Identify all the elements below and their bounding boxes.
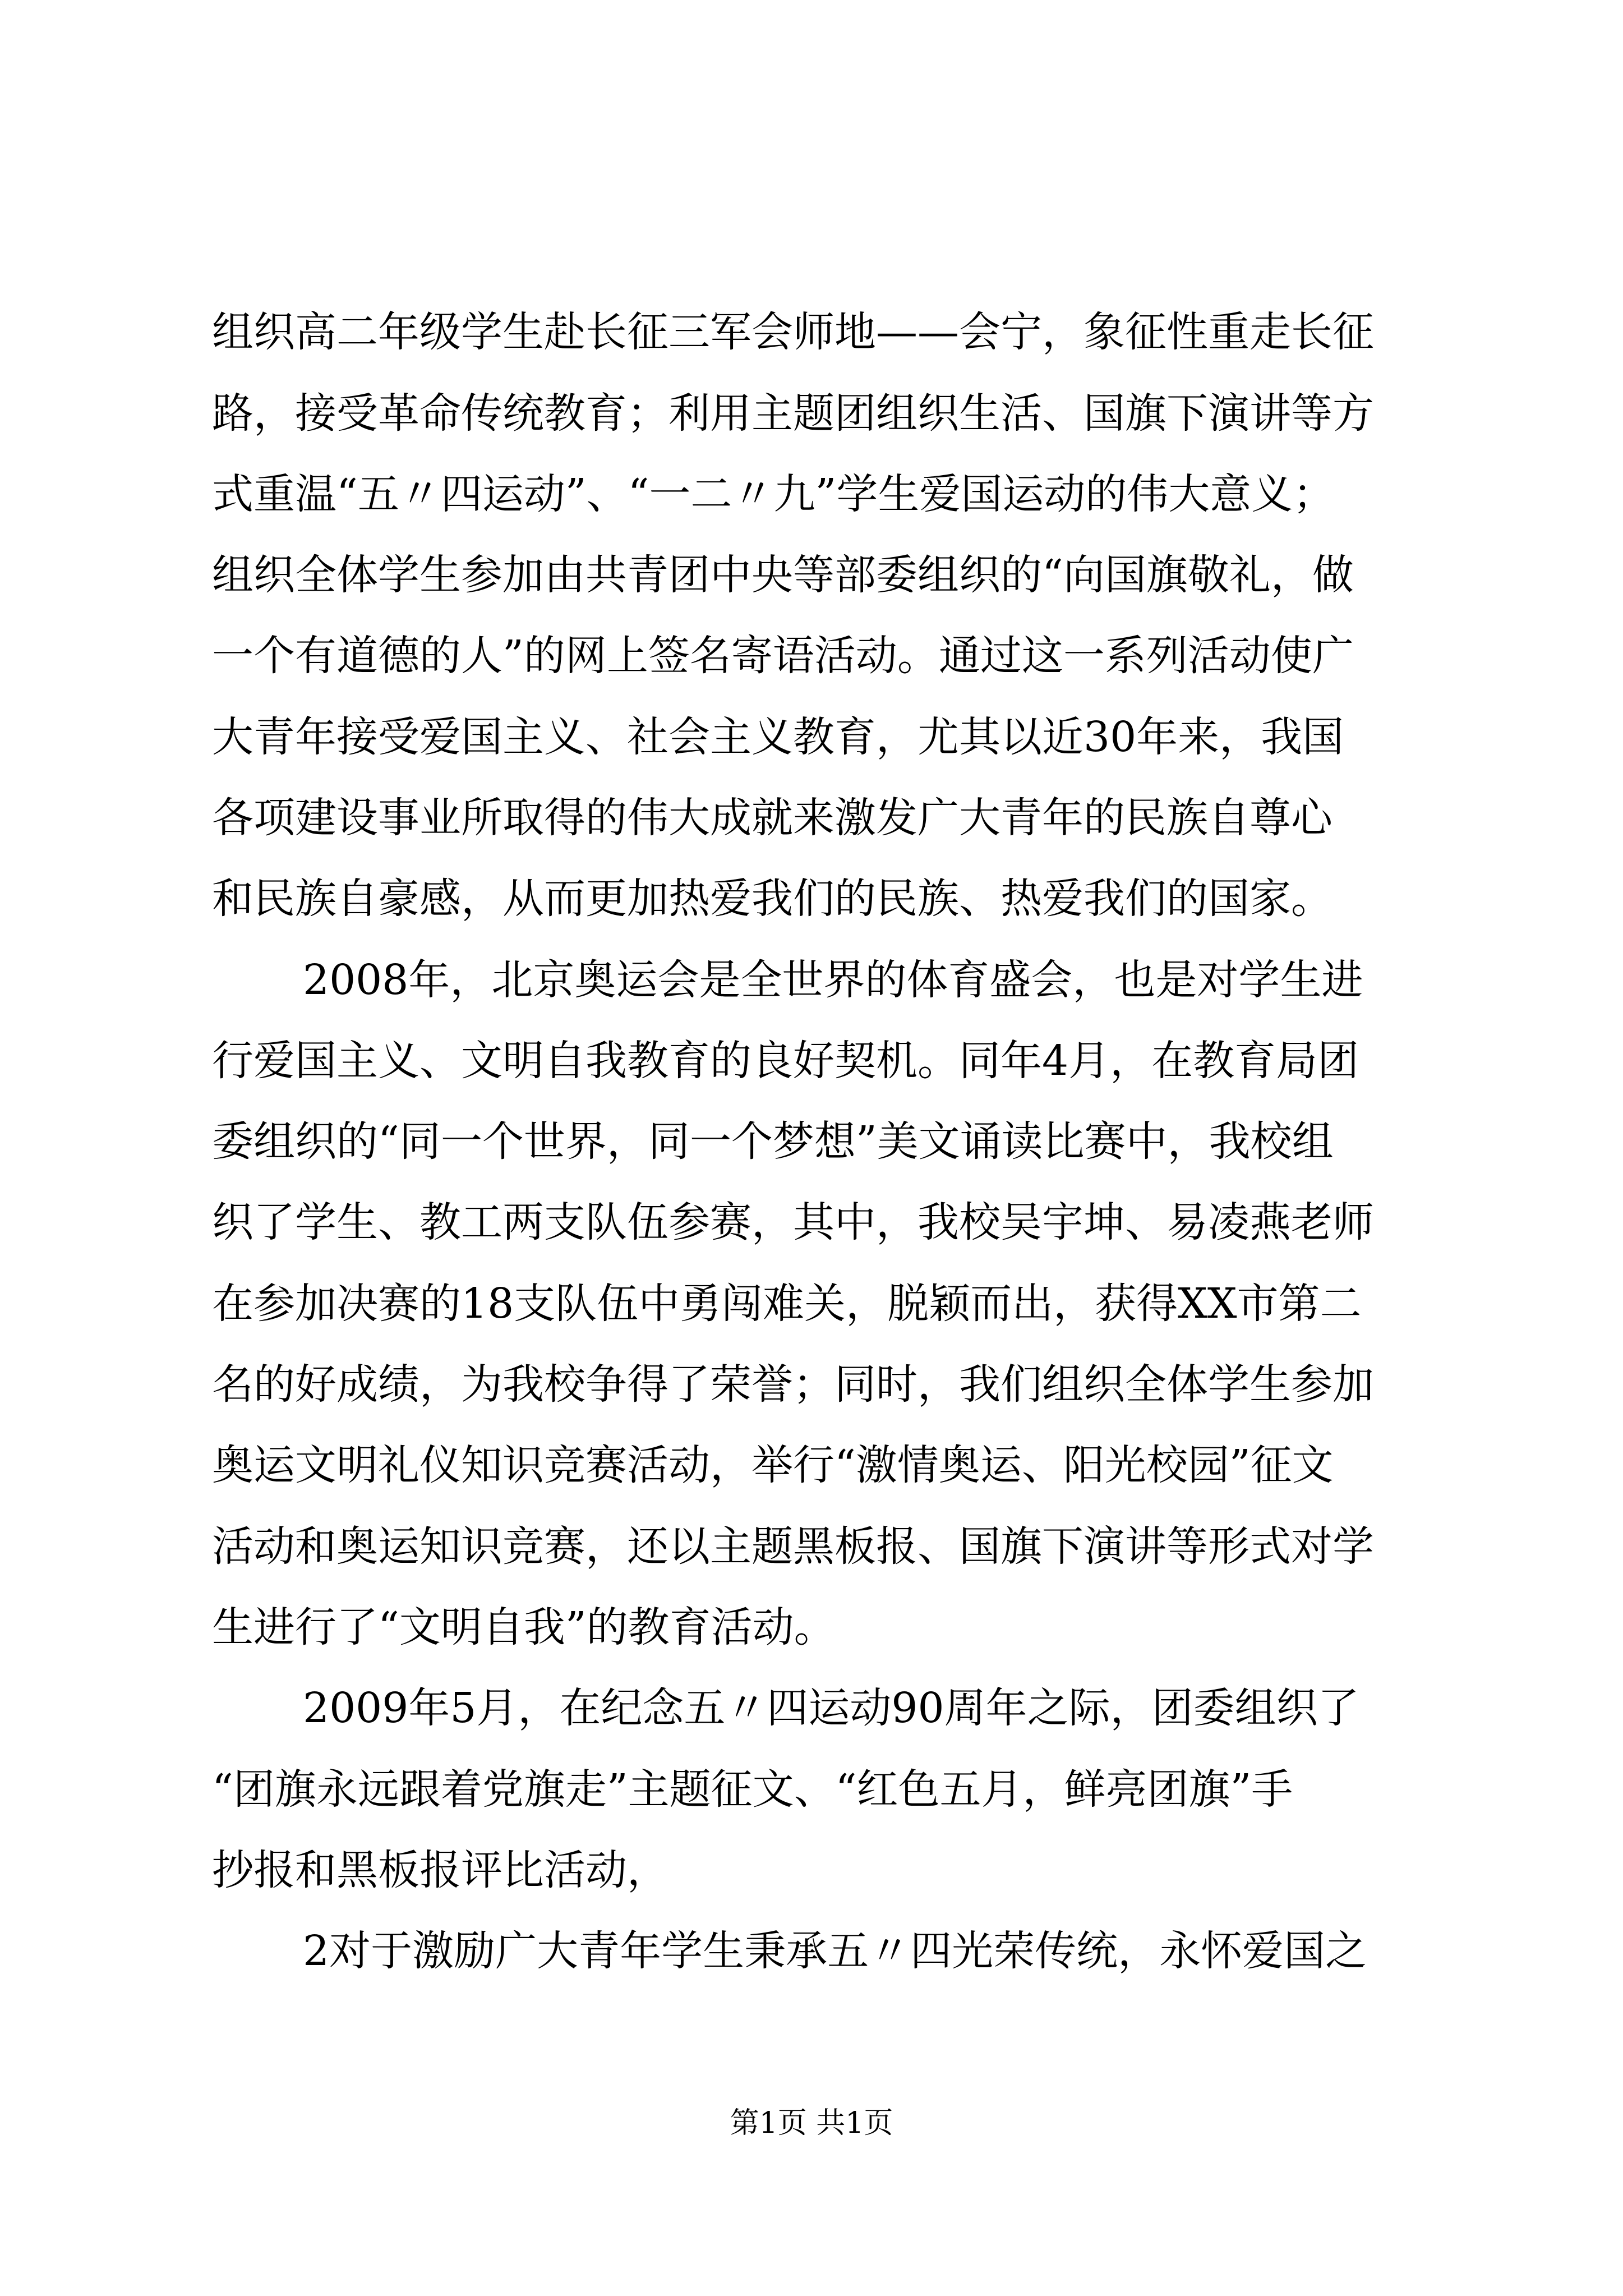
text-line: [0, 1267, 1623, 1340]
text-line-content: 一个有道德的人”的网上签名寄语活动。通过这一系列活动使广: [212, 632, 1354, 680]
text-line-content: 生进行了“文明自我”的教育活动。: [212, 1603, 836, 1651]
text-line: [0, 1915, 1623, 1987]
text-line: [0, 539, 1623, 611]
text-line-content: 织了学生、教工两支队伍参赛，其中，我校吴宇坤、易凌燕老师: [212, 1198, 1374, 1246]
text-line-content: 活动和奥运知识竞赛，还以主题黑板报、国旗下演讲等形式对学: [212, 1522, 1374, 1571]
text-line: [0, 1591, 1623, 1664]
text-line-content: 各项建设事业所取得的伟大成就来激发广大青年的民族自尊心: [212, 794, 1332, 842]
text-line-content: 奥运文明礼仪知识竞赛活动，举行“激情奥运、阳光校园”征文: [212, 1441, 1334, 1489]
text-line-content: 名的好成绩，为我校争得了荣誉；同时，我们组织全体学生参加: [212, 1360, 1374, 1409]
text-line: [0, 1024, 1623, 1097]
text-line: [0, 1429, 1623, 1502]
paragraph-first-line: 2009年5月，在纪念五〃四运动90周年之际，团委组织了: [303, 1684, 1359, 1732]
text-line: [0, 1510, 1623, 1583]
text-line-content: 大青年接受爱国主义、社会主义教育，尤其以近30年来，我国: [212, 713, 1344, 761]
paragraph-first-line: 2008年，北京奥运会是全世界的体育盛会，也是对学生进: [303, 956, 1363, 1004]
text-line: [0, 458, 1623, 531]
text-line: [0, 862, 1623, 935]
text-line-content: 行爱国主义、文明自我教育的良好契机。同年4月，在教育局团: [212, 1037, 1359, 1085]
text-line-content: 和民族自豪感，从而更加热爱我们的民族、热爱我们的国家。: [212, 875, 1332, 923]
text-line: [0, 1105, 1623, 1178]
text-line: [0, 296, 1623, 369]
paragraph-first-line: 2对于激励广大青年学生秉承五〃四光荣传统，永怀爱国之: [303, 1927, 1367, 1975]
text-line-content: 在参加决赛的18支队伍中勇闯难关，脱颖而出，获得XX市第二: [212, 1280, 1362, 1328]
text-line: [0, 1834, 1623, 1907]
text-line: [0, 1672, 1623, 1745]
text-line-content: 抄报和黑板报评比活动，: [212, 1846, 668, 1894]
text-line-content: 委组织的“同一个世界，同一个梦想”美文诵读比赛中，我校组: [212, 1117, 1334, 1166]
text-line: [0, 1186, 1623, 1259]
text-line-content: 路，接受革命传统教育；利用主题团组织生活、国旗下演讲等方: [212, 389, 1374, 438]
text-line-content: 组织全体学生参加由共青团中央等部委组织的“向国旗敬礼，做: [212, 551, 1354, 599]
text-line: [0, 944, 1623, 1016]
text-line-content: 组织高二年级学生赴长征三军会师地——会宁，象征性重走长征: [212, 308, 1374, 356]
text-line: [0, 377, 1623, 450]
text-line: [0, 1753, 1623, 1826]
page-footer: 第1页 共1页: [730, 2106, 893, 2140]
text-line-content: 式重温“五〃四运动”、“一二〃九”学生爱国运动的伟大意义；: [212, 470, 1335, 518]
text-line: [0, 701, 1623, 774]
text-line-content: “团旗永远跟着党旗走”主题征文、“红色五月，鲜亮团旗”手: [212, 1765, 1293, 1814]
text-line: [0, 619, 1623, 692]
text-line: [0, 1348, 1623, 1421]
text-line: [0, 781, 1623, 854]
